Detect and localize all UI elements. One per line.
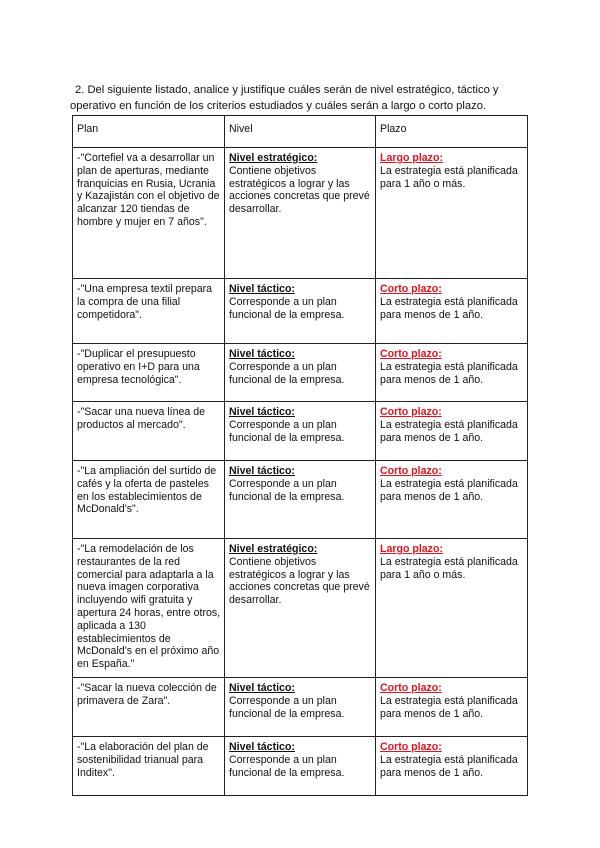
- term-cell: [376, 677, 528, 736]
- level-title: Nivel táctico:: [229, 681, 295, 694]
- table-row: [73, 344, 528, 402]
- plan-cell: -"Sacar una nueva línea de productos al mercado".: [73, 402, 225, 461]
- level-cell: [225, 461, 376, 539]
- table-row: [73, 402, 528, 461]
- table-row: [73, 539, 528, 678]
- level-cell: [225, 402, 376, 461]
- term-cell: [376, 402, 528, 461]
- term-title: Corto plazo:: [380, 283, 442, 295]
- level-title: Nivel táctico:: [229, 283, 295, 295]
- term-cell: [376, 461, 528, 539]
- level-desc: Contiene objetivos estratégicos a lograr y las acciones concretas que prevé desarrollar.: [229, 555, 370, 607]
- plan-cell: -"Una empresa textil prepara la compra de una filial competidora".: [73, 279, 225, 344]
- level-desc: Contiene objetivos estratégicos a lograr y las acciones concretas que prevé desarrollar.: [229, 164, 370, 216]
- term-desc: La estrategia está planificada para menos de 1 año.: [380, 360, 518, 386]
- term-cell: [376, 736, 528, 795]
- header-plan: Plan: [73, 116, 225, 148]
- term-cell: [376, 279, 528, 344]
- table-row: [73, 736, 528, 795]
- table-row: [73, 279, 528, 344]
- term-desc: La estrategia está planificada para menos de 1 año.: [380, 295, 518, 321]
- table-header-row: [73, 116, 528, 148]
- level-desc: Corresponde a un plan funcional de la empresa.: [229, 360, 345, 386]
- level-desc: Corresponde a un plan funcional de la empresa.: [229, 418, 345, 444]
- level-title: Nivel táctico:: [229, 406, 295, 418]
- level-title: Nivel estratégico:: [229, 543, 318, 555]
- level-cell: [225, 539, 376, 678]
- level-cell: [225, 677, 376, 736]
- question-text: 2. Del siguiente listado, analice y justifique cuáles serán de nivel estratégico, táctico y operativo en función de los criterios estudiados y cuáles serán a largo o corto plazo.: [70, 84, 499, 112]
- term-desc: La estrategia está planificada para 1 año o más.: [380, 555, 518, 581]
- term-title: Corto plazo:: [380, 406, 442, 418]
- level-desc: Corresponde a un plan funcional de la empresa.: [229, 295, 345, 321]
- level-title: Nivel táctico:: [229, 465, 295, 477]
- term-cell: [376, 539, 528, 678]
- table-row: [73, 461, 528, 539]
- plan-cell: -"La ampliación del surtido de cafés y la oferta de pasteles en los establecimientos de McDonald's".: [73, 461, 225, 539]
- table-row: [73, 148, 528, 279]
- plan-cell: -"Sacar la nueva colección de primavera de Zara".: [73, 677, 225, 736]
- plan-cell: -"Cortefiel va a desarrollar un plan de aperturas, mediante franquicias en Rusia, Ucrania y Kazajistán con el objetivo de alcanzar 120 tiendas de hombre y mujer en 7 años".: [73, 148, 225, 279]
- plan-cell: -"La remodelación de los restaurantes de la red comercial para adaptarla a la nueva imagen corporativa incluyendo wifi gratuita y apertura 24 horas, entre otros, aplicada a 130 establecimientos de McDonald's en el próximo año en España.": [73, 539, 225, 678]
- term-title: Largo plazo:: [380, 543, 443, 555]
- level-cell: [225, 279, 376, 344]
- plan-cell: -"Duplicar el presupuesto operativo en I+D para una empresa tecnológica".: [73, 344, 225, 402]
- plans-table: [72, 115, 528, 796]
- level-title: Nivel estratégico:: [229, 152, 318, 164]
- header-nivel: Nivel: [225, 116, 376, 148]
- term-title: Largo plazo:: [380, 152, 443, 164]
- table-row: [73, 677, 528, 736]
- term-cell: [376, 344, 528, 402]
- term-title: Corto plazo:: [380, 348, 442, 360]
- term-cell: [376, 148, 528, 279]
- term-desc: La estrategia está planificada para menos de 1 año.: [380, 418, 518, 444]
- level-desc: Corresponde a un plan funcional de la empresa.: [229, 753, 345, 779]
- level-cell: [225, 148, 376, 279]
- plan-cell: -"La elaboración del plan de sostenibilidad trianual para Inditex".: [73, 736, 225, 795]
- term-desc: La estrategia está planificada para 1 año o más.: [380, 164, 518, 190]
- level-desc: Corresponde a un plan funcional de la empresa.: [229, 477, 345, 503]
- level-title: Nivel táctico:: [229, 348, 295, 360]
- level-desc: Corresponde a un plan funcional de la empresa.: [229, 694, 345, 720]
- term-title: Corto plazo:: [380, 740, 442, 753]
- level-cell: [225, 736, 376, 795]
- header-plazo: Plazo: [376, 116, 528, 148]
- level-cell: [225, 344, 376, 402]
- term-title: Corto plazo:: [380, 681, 442, 694]
- term-title: Corto plazo:: [380, 465, 442, 477]
- term-desc: La estrategia está planificada para menos de 1 año.: [380, 753, 518, 779]
- level-title: Nivel táctico:: [229, 740, 295, 753]
- term-desc: La estrategia está planificada para menos de 1 año.: [380, 477, 518, 503]
- term-desc: La estrategia está planificada para menos de 1 año.: [380, 694, 518, 720]
